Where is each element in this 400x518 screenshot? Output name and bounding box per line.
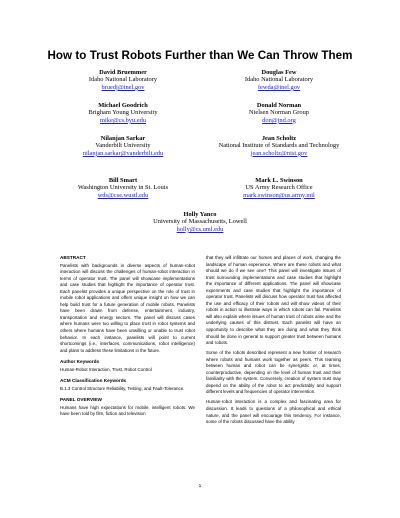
author-email[interactable]: fewda@inel.gov bbox=[257, 83, 301, 91]
body-paragraph: Human-robot interaction is a complex and fascinating area for discussion. It leads to questions of a philosophical and ethical nature, and the panel will encourage this tendency. For instance, some of the robots discussed have the ability bbox=[206, 399, 341, 425]
author-block bbox=[125, 211, 275, 233]
author-block bbox=[48, 135, 198, 157]
author-email[interactable]: mark.swinson@us.army.mil bbox=[243, 191, 315, 199]
panel-overview-section bbox=[60, 397, 195, 418]
author-email[interactable]: don@jnd.org bbox=[262, 116, 296, 124]
abstract-heading: ABSTRACT bbox=[60, 255, 86, 260]
keywords-text: Human-Robot Interaction, Trust, Robot Control bbox=[60, 366, 152, 372]
author-affiliation: Idaho National Laboratory bbox=[244, 76, 314, 84]
author-name: Holly Yanco bbox=[183, 211, 217, 218]
abstract-section bbox=[60, 255, 195, 354]
author-block bbox=[48, 69, 198, 91]
paper-title: How to Trust Robots Further than We Can Throw Them bbox=[47, 49, 353, 62]
acm-text: B.1.3 Control Structure Reliability, Testing, and Fault-Tolerance. bbox=[60, 385, 185, 391]
right-column bbox=[206, 255, 341, 429]
author-name: Douglas Few bbox=[261, 69, 297, 76]
author-block bbox=[204, 69, 354, 91]
abstract-text: Panelists with backgrounds in diverse aspects of human-robot interaction will discuss the challenges of human-robot interaction in terms of operator trust. The panel will showcase implementations and case studies that highlight the importance of operator trust. Each panelist provides a unique perspective on the role of trust in mobile robot applications and offers unique insight on how we can help build trust for a future generation of mobile robots. Panelists have been drawn from defense, entertainment, industry, transportation and energy sectors. The panel will discuss cases where humans were too willing to place trust in robot systems and others where humans have been unwilling or unable to trust robot behavior. In each instance, panelists will point to current shortcomings (i.e., interfaces, communications, robot intelligence) and plans to address these limitations in the future. bbox=[60, 262, 195, 353]
author-block bbox=[204, 102, 354, 124]
author-affiliation: National Institute of Standards and Technology bbox=[218, 142, 340, 150]
author-name: David Bruemmer bbox=[99, 69, 147, 76]
body-paragraph: that they will infiltrate our homes and places of work, changing the landscape of human experience. Where are these robots and what should we do if we see one? This panel will investigate issues of trust surrounding implementations and case studies that highlight the importance of different applications. The panel will showcase experiments and case studies that highlight the importance of operator trust. Panelists will discuss how operator trust has affected the use and efficacy of their robots and will show videos of their robots in action to illustrate ways in which robots can fail. Panelists will also explain where issues of human trust of robots arise and the underlying causes of this distrust. Each panelist will have an opportunity to describe what they are doing and what they think should be done in general to support greater trust between humans and robots. bbox=[206, 255, 341, 346]
left-column bbox=[60, 255, 195, 423]
acm-heading: ACM Classification Keywords bbox=[60, 378, 127, 384]
keywords-section bbox=[60, 359, 195, 373]
author-email[interactable]: wds@cse.wustl.edu bbox=[97, 191, 149, 199]
author-affiliation: Washington University in St. Louis bbox=[77, 184, 169, 192]
author-email[interactable]: holly@cs.uml.edu bbox=[176, 225, 224, 233]
author-email[interactable]: mike@cs.byu.edu bbox=[100, 116, 146, 124]
author-email[interactable]: nilanjan.sarkar@vanderbilt.edu bbox=[82, 149, 164, 157]
author-name: Mark L. Swinson bbox=[255, 177, 303, 184]
panel-overview-text: Humans have high expectations for mobile, intelligent robots. We have been told by film, fiction and television bbox=[60, 404, 195, 417]
author-name: Jean Scholtz bbox=[261, 135, 297, 142]
author-affiliation: University of Massachusetts, Lowell bbox=[153, 218, 247, 226]
author-email[interactable]: jean.scholtz@nist.gov bbox=[250, 149, 308, 157]
panel-overview-heading: PANEL OVERVIEW bbox=[60, 397, 102, 403]
author-affiliation: Nielsen Norman Group bbox=[249, 109, 309, 117]
page-number: 1 bbox=[198, 484, 202, 489]
author-affiliation: Vanderbilt University bbox=[95, 142, 151, 150]
author-name: Michael Goodrich bbox=[98, 102, 148, 109]
author-affiliation: US Army Research Office bbox=[245, 184, 313, 192]
author-name: Donald Norman bbox=[256, 102, 302, 109]
body-paragraph: Some of the robots described represent a new frontier of research where robots and humans work together as peers. This teaming between human and robot can be synergistic or, at times, counterproductive, depending on the level of human trust and their familiarity with the system. Conversely, creation of system trust may depend on the ability of the robot to act predictably and support different levels and frequencies of operator intervention. bbox=[206, 350, 341, 395]
author-block bbox=[204, 177, 354, 199]
author-block bbox=[48, 177, 198, 199]
acm-section bbox=[60, 378, 195, 392]
author-block bbox=[48, 102, 198, 124]
author-block bbox=[196, 135, 362, 157]
keywords-heading: Author Keywords bbox=[60, 359, 100, 365]
author-affiliation: Brigham Young University bbox=[88, 109, 158, 117]
author-name: Nilanjan Sarkar bbox=[100, 135, 146, 142]
author-name: Bill Smart bbox=[108, 177, 138, 184]
author-affiliation: Idaho National Laboratory bbox=[88, 76, 158, 84]
author-email[interactable]: bruedj@inel.gov bbox=[101, 83, 145, 91]
